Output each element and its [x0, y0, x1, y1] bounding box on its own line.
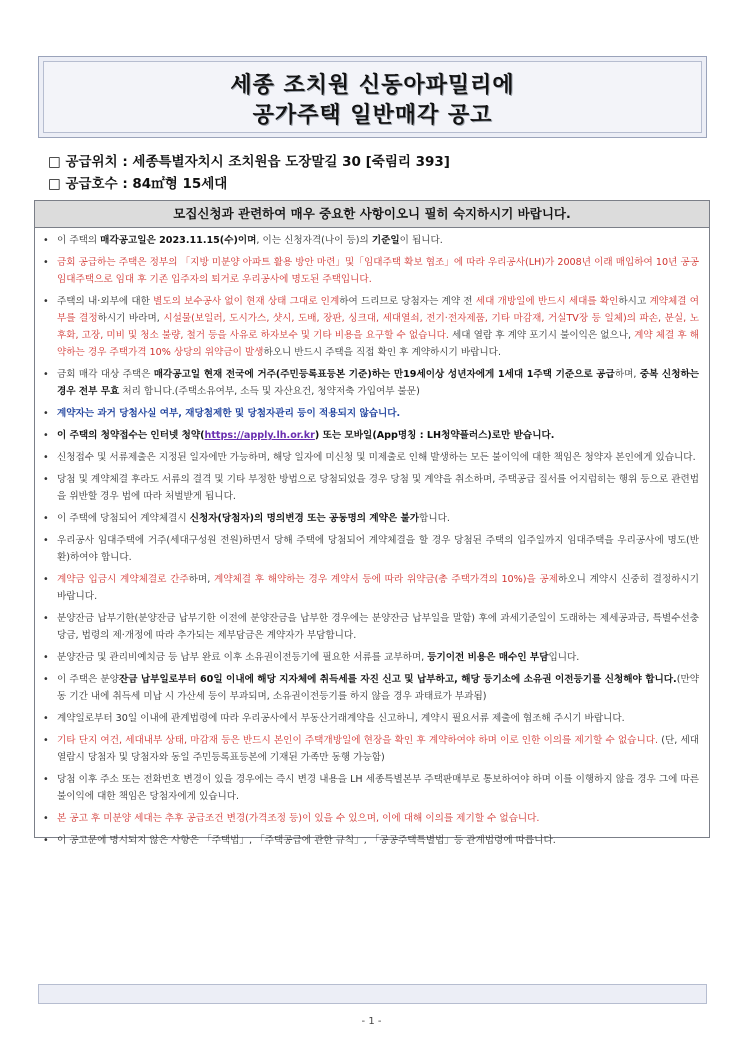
notice-text: 이 주택은 분양: [57, 674, 119, 685]
notice-item: [43, 232, 699, 249]
notice-text: 하며,: [188, 574, 214, 585]
notice-text: 하여 드리므로 당첨자는 계약 전: [339, 296, 476, 307]
notice-text: 금회 매각 대상 주택은: [57, 369, 154, 380]
notice-item: [43, 532, 699, 566]
notice-text: 세대 열람 후 계약 포기시 불이익은 없으나,: [448, 330, 635, 341]
notice-text: 계약체결 여부를 결정: [57, 296, 699, 324]
notice-text: 계약금 입금시 계약체결로 간주: [57, 574, 189, 585]
notice-text: 합니다.: [419, 513, 450, 524]
footer-bar: [38, 984, 707, 1004]
notice-text: 당첨 및 계약체결 후라도 서류의 결격 및 기타 부정한 방법으로 당첨되었을 경우 당첨 및 계약을 취소하며, 주택공급 질서를 어지럽히는 행위 등으로 관련법을 위반할 경우 법에 따라 처벌받게 됩니다.: [57, 474, 699, 502]
notice-text: 계약일로부터 30일 이내에 관계법령에 따라 우리공사에서 부동산거래계약을 신고하니, 계약시 필요서류 제출에 협조해 주시기 바랍니다.: [57, 713, 625, 724]
notice-text: 본 공고 후 미분양 세대는 추후 공급조건 변경(가격조정 등)이 있을 수 있으며, 이에 대해 이의를 제기할 수 없습니다.: [57, 813, 540, 824]
notice-item: [43, 471, 699, 505]
notice-item: [43, 771, 699, 805]
notice-text: 이 됩니다.: [399, 235, 443, 246]
notice-text: 이 공고문에 명시되지 않은 사항은 「주택법」, 「주택공급에 관한 규칙」, 「공공주택특별법」등 관계법령에 따릅니다.: [57, 835, 556, 846]
bullet-icon: •: [43, 535, 49, 546]
notice-text: 별도의 보수공사 없이 현재 상태 그대로 인계: [153, 296, 340, 307]
notice-text: 매각공고일 현재 전국에 거주(주민등록표등본 기준)하는 만19세이상 성년자에게 1세대 1주택 기준으로 공급: [153, 369, 615, 380]
notice-text: 분양잔금 및 관리비예치금 등 납부 완료 이후 소유권이전등기에 필요한 서류를 교부하며,: [57, 652, 428, 663]
notice-text: 계약 체결 후 해약하는 경우 주택가격 10% 상당의 위약금이 발생: [57, 330, 699, 358]
notice-text: 계약자는 과거 당첨사실 여부, 재당첨제한 및 당첨자관리 등이 적용되지 않습니다.: [57, 408, 401, 419]
bullet-icon: •: [43, 474, 49, 485]
notice-text: 시설물(보일러, 도시가스, 샷시, 도배, 장판, 싱크대, 세대열쇠, 전기·전자제품, 기타 마감재, 거실TV장 등 일체)의 파손, 분실, 노후화, 고장, 미비 및 청소 불량, 철거 등을 사유로 하자보수 및 기타 비용을 요구할 수 없습니다.: [57, 313, 700, 341]
notice-text: 이 주택에 당첨되어 계약체결시: [57, 513, 190, 524]
notice-text: 주택의 내·외부에 대한: [57, 296, 154, 307]
supply-location: □ 공급위치 : 세종특별자치시 조치원읍 도장말길 30 [죽림리 393]: [48, 154, 450, 170]
notice-item: [43, 732, 699, 766]
bullet-icon: •: [43, 652, 49, 663]
notice-text: (단, 세대열람시 당첨자 및 당첨자와 동일 주민등록표등본에 기재된 가족만 동행 가능함): [57, 735, 700, 763]
notice-text: 하며,: [614, 369, 640, 380]
bullet-icon: •: [43, 613, 49, 624]
notice-text: ) 또는 모바일(App명칭 : LH청약플러스)로만 받습니다.: [314, 430, 555, 441]
notice-item: [43, 649, 699, 666]
bullet-icon: •: [43, 574, 49, 585]
notice-item: [43, 405, 699, 422]
notice-list: [35, 228, 709, 849]
notice-item: [43, 254, 699, 288]
notice-text: 분양잔금 납부기한(분양잔금 납부기한 이전에 분양잔금을 납부한 경우에는 분양잔금 납부일을 말함) 후에 과세기준일이 도래하는 제세공과금, 특별수선충당금, 법령의 제·개정에 따라 추가되는 제부담금은 계약자가 부담합니다.: [57, 613, 699, 641]
notice-text: 기타 단지 여건, 세대내부 상태, 마감재 등은 반드시 본인이 주택개방일에 현장을 확인 후 계약하여야 하며 이로 인한 이의를 제기할 수 없습니다.: [57, 735, 659, 746]
notice-text: 우리공사 임대주택에 거주(세대구성원 전원)하면서 당해 주택에 당첨되어 계약체결을 할 경우 당첨된 주택의 입주일까지 임대주택을 우리공사에 명도(반환)하여야 합니다.: [57, 535, 699, 563]
notice-item: [43, 671, 699, 705]
notice-header: 모집신청과 관련하여 매우 중요한 사항이오니 필히 숙지하시기 바랍니다.: [35, 201, 709, 228]
bullet-icon: •: [43, 674, 49, 685]
bullet-icon: •: [43, 430, 49, 441]
notice-item: [43, 810, 699, 827]
notice-item: [43, 510, 699, 527]
notice-item: [43, 427, 699, 444]
notice-text: 매각공고일은 2023.11.15(수)이며: [100, 235, 257, 246]
bullet-icon: •: [43, 257, 49, 268]
notice-text: 신청자(당첨자)의 명의변경 또는 공동명의 계약은 불가: [189, 513, 420, 524]
notice-text: 금회 공급하는 주택은 정부의 「지방 미분양 아파트 활용 방안 마련」및「임대주택 확보 협조」에 따라 우리공사(LH)가 2008년 이래 매입하여 10년 공공임대주택으로 임대 후 기존 입주자의 퇴거로 우리공사에 명도된 주택입니다.: [57, 257, 699, 285]
notice-item: [43, 366, 699, 400]
notice-text: 이 주택의: [57, 235, 101, 246]
bullet-icon: •: [43, 408, 49, 419]
bullet-icon: •: [43, 369, 49, 380]
bullet-icon: •: [43, 235, 49, 246]
notice-item: [43, 293, 699, 361]
notice-text: 당첨 이후 주소 또는 전화번호 변경이 있을 경우에는 즉시 변경 내용을 LH 세종특별본부 주택판매부로 통보하여야 하며 이를 이행하지 않을 경우 그에 따른 불이익에 대한 책임은 당첨자에게 있습니다.: [57, 774, 699, 802]
bullet-icon: •: [43, 813, 49, 824]
notice-text: , 이는 신청자격(나이 등)의: [256, 235, 372, 246]
bullet-icon: •: [43, 735, 49, 746]
notice-text: 계약체결 후 해약하는 경우 계약서 등에 따라 위약금(총 주택가격의 10%)을 공제: [213, 574, 559, 585]
notice-text: 입니다.: [548, 652, 580, 663]
notice-item: [43, 832, 699, 849]
notice-box: [34, 200, 710, 846]
notice-text: 중복 신청하는 경우 전부 무효: [57, 369, 700, 397]
bullet-icon: •: [43, 296, 49, 307]
page-number: - 1 -: [361, 1016, 382, 1027]
notice-text: 처리 합니다.(주택소유여부, 소득 및 자산요건, 청약저축 가입여부 불문): [119, 386, 420, 397]
notice-text: (만약 동 기간 내에 취득세 미납 시 가산세 등이 부과되며, 소유권이전등기를 하지 않을 경우 과태료가 부과됨): [57, 674, 699, 702]
notice-text: 이 주택의 청약접수는 인터넷 청약(: [57, 430, 205, 441]
supply-units: □ 공급호수 : 84㎡형 15세대: [48, 176, 228, 192]
apply-link[interactable]: https://apply.lh.or.kr: [204, 430, 315, 441]
bullet-icon: •: [43, 713, 49, 724]
notice-text: 하시고: [618, 296, 650, 307]
page-title-line1: 세종 조치원 신동아파밀리에: [230, 73, 515, 98]
notice-text: 신청접수 및 서류제출은 지정된 일자에만 가능하며, 해당 일자에 미신청 및 미제출로 인해 발생하는 모든 불이익에 대한 책임은 청약자 본인에게 있습니다.: [57, 452, 696, 463]
notice-text: 하오니 반드시 주택을 직접 확인 후 계약하시기 바랍니다.: [263, 347, 501, 358]
title-inner: [43, 61, 702, 133]
notice-text: 세대 개방일에 반드시 세대를 확인: [475, 296, 619, 307]
notice-item: [43, 610, 699, 644]
notice-item: [43, 710, 699, 727]
notice-text: 잔금 납부일로부터 60일 이내에 해당 지자체에 취득세를 자진 신고 및 납부하고, 해당 등기소에 소유권 이전등기를 신청해야 합니다.: [118, 674, 677, 685]
bullet-icon: •: [43, 835, 49, 846]
bullet-icon: •: [43, 452, 49, 463]
notice-text: 하오니 계약시 신중히 결정하시기 바랍니다.: [57, 574, 699, 602]
notice-item: [43, 571, 699, 605]
bullet-icon: •: [43, 513, 49, 524]
notice-text: 하시기 바라며,: [97, 313, 164, 324]
bullet-icon: •: [43, 774, 49, 785]
page-title-line2: 공가주택 일반매각 공고: [252, 103, 493, 128]
notice-item: [43, 449, 699, 466]
notice-text: 기준일: [371, 235, 400, 246]
notice-text: 등기이전 비용은 매수인 부담: [427, 652, 549, 663]
title-box: [38, 56, 707, 138]
